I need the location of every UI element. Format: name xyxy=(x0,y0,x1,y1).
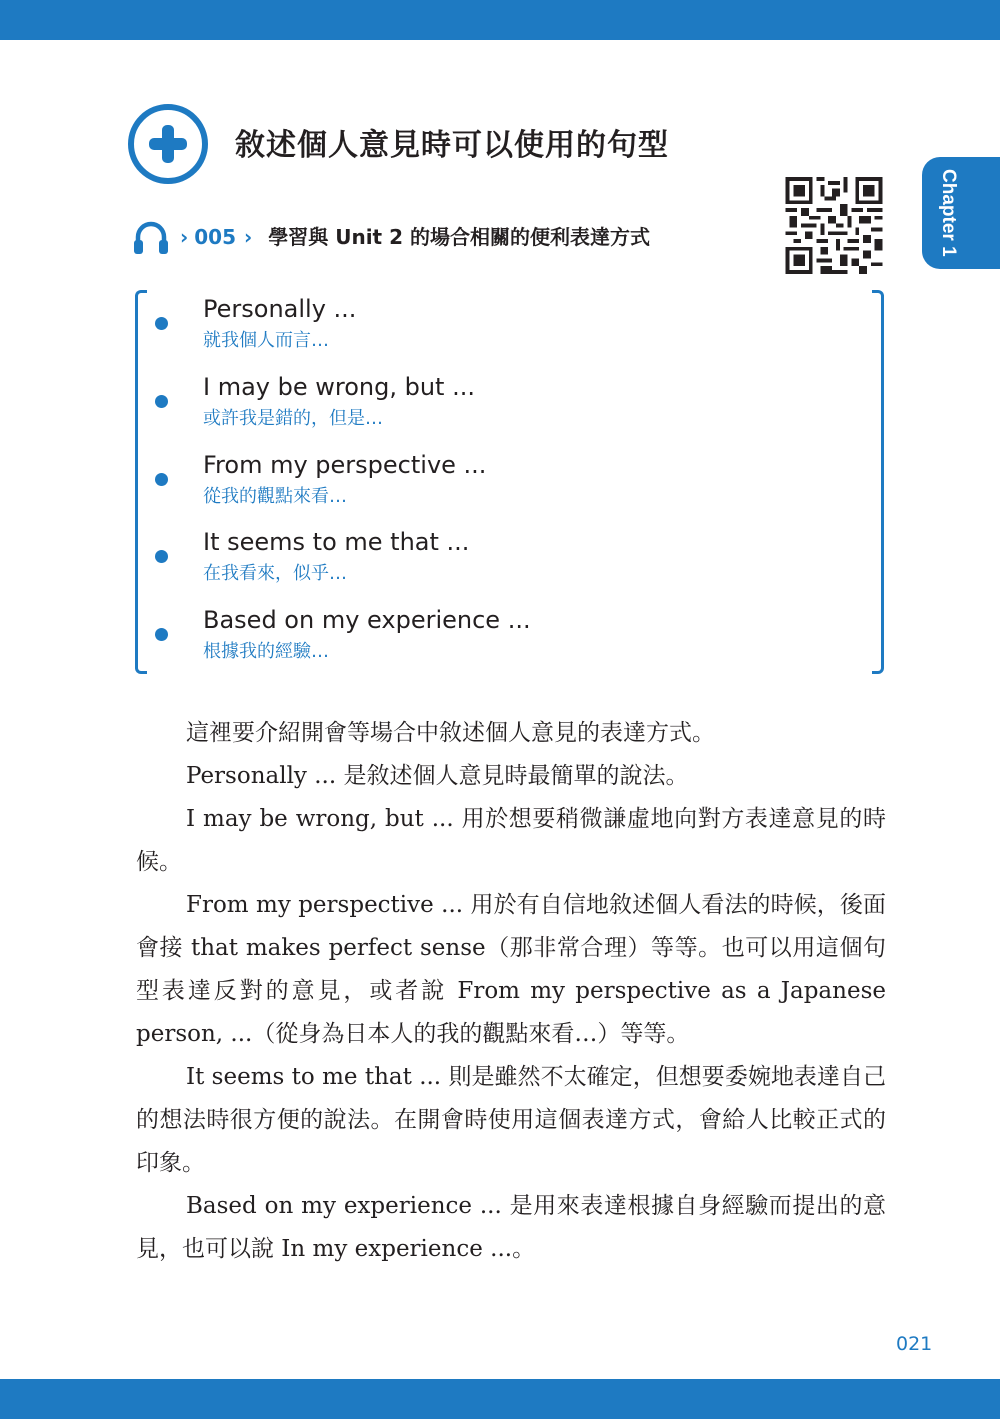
phrase-english: I may be wrong, but ... xyxy=(203,373,475,401)
page-number: 021 xyxy=(896,1333,933,1355)
body-paragraph: Based on my experience ... 是用來表達根據自身經驗而提出的意見，也可以說 In my experience ...。 xyxy=(136,1193,886,1262)
body-paragraph: 這裡要介紹開會等場合中敘述個人意見的表達方式。 xyxy=(186,720,715,746)
chevron-right-icon: › xyxy=(180,225,189,249)
phrase-english: It seems to me that ... xyxy=(203,528,470,556)
top-bar xyxy=(0,0,1000,40)
bracket-left xyxy=(135,290,147,674)
bullet-icon xyxy=(155,317,168,330)
chevron-right-icon: › xyxy=(244,225,253,249)
bottom-bar xyxy=(0,1379,1000,1419)
body-text xyxy=(136,712,886,1271)
phrase-english: Personally ... xyxy=(203,295,357,323)
chapter-tab-label: Chapter 1 xyxy=(938,169,959,257)
phrase-item xyxy=(150,368,850,438)
bullet-icon xyxy=(155,473,168,486)
body-paragraph: It seems to me that ... 則是雖然不太確定，但想要委婉地表達自己的想法時很方便的說法。在開會時使用這個表達方式，會給人比較正式的印象。 xyxy=(136,1064,886,1176)
phrase-english: Based on my experience ... xyxy=(203,606,531,634)
headphone-icon[interactable] xyxy=(132,220,170,256)
phrase-item xyxy=(150,290,850,360)
plus-icon xyxy=(128,104,208,184)
phrase-item xyxy=(150,523,850,593)
phrase-chinese: 在我看來，似乎… xyxy=(203,563,347,584)
bullet-icon xyxy=(155,395,168,408)
phrase-item xyxy=(150,446,850,516)
phrase-item xyxy=(150,601,850,671)
body-paragraph: Personally ... 是敘述個人意見時最簡單的說法。 xyxy=(186,763,689,789)
phrase-chinese: 或許我是錯的，但是… xyxy=(203,408,383,429)
section-title: 敘述個人意見時可以使用的句型 xyxy=(235,128,669,163)
phrase-chinese: 根據我的經驗… xyxy=(203,641,329,662)
section-subtitle: 學習與 Unit 2 的場合相關的便利表達方式 xyxy=(268,225,650,249)
body-paragraph: From my perspective ... 用於有自信地敘述個人看法的時候，後面會接 that makes perfect sense（那非常合理）等等。也可以用這個句型表達反對的意見，或者說 From my perspective as a Japanese person, ...（從身為日本人的我的觀點來看…）等等。 xyxy=(136,892,886,1047)
qr-code[interactable] xyxy=(784,177,884,274)
phrase-english: From my perspective ... xyxy=(203,451,487,479)
phrase-list xyxy=(150,290,850,674)
chapter-tab[interactable] xyxy=(922,157,1000,269)
track-number: 005 xyxy=(194,225,236,249)
body-paragraph: I may be wrong, but ... 用於想要稍微謙虛地向對方表達意見的時候。 xyxy=(136,806,886,875)
bracket-right xyxy=(872,290,884,674)
phrase-chinese: 就我個人而言… xyxy=(203,330,329,351)
phrase-chinese: 從我的觀點來看… xyxy=(203,486,347,507)
bullet-icon xyxy=(155,550,168,563)
bullet-icon xyxy=(155,628,168,641)
audio-track-row xyxy=(180,222,650,252)
